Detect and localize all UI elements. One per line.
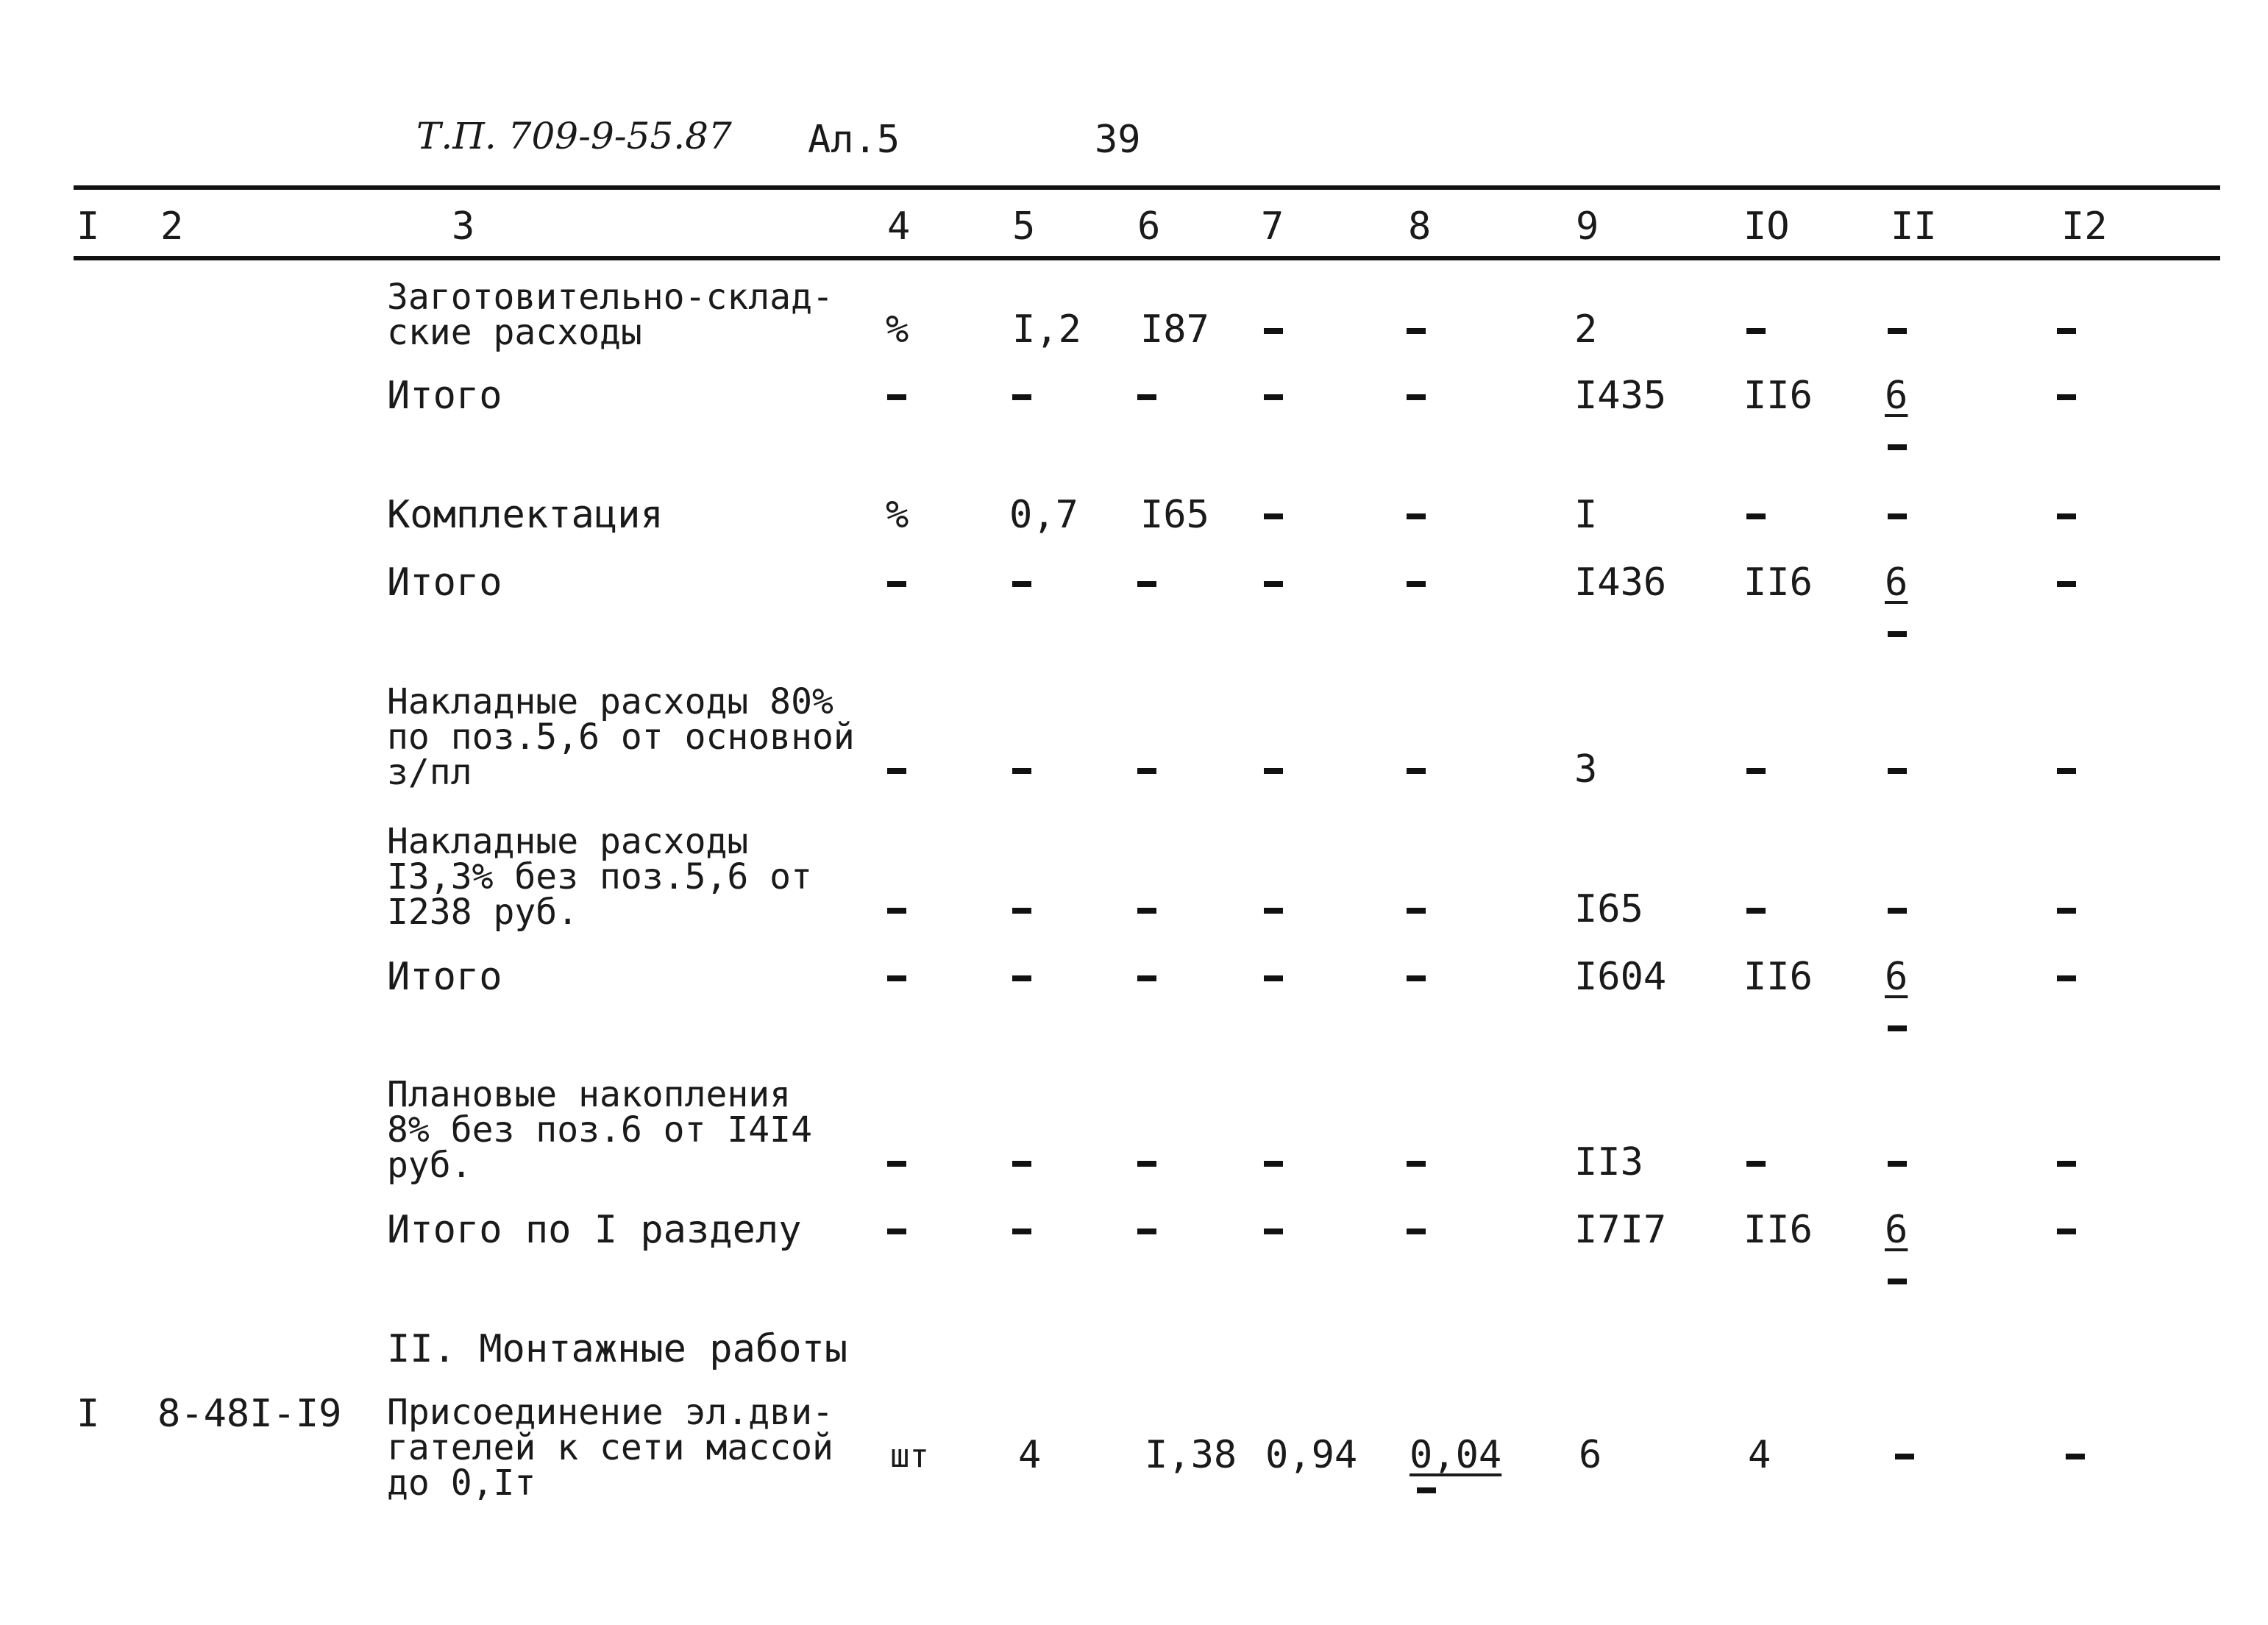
empty-dash	[1407, 581, 1426, 587]
document-code: Т.П. 709-9-55.87	[416, 115, 732, 157]
empty-dash	[2057, 908, 2076, 914]
col-header-9: 9	[1576, 205, 1599, 249]
section-title: II. Монтажные работы	[387, 1327, 848, 1371]
empty-dash	[2057, 513, 2076, 519]
row-description: Накладные расходы 80% по поз.5,6 от основной з/пл	[387, 681, 855, 793]
empty-dash	[1407, 908, 1426, 914]
empty-dash	[1417, 1487, 1436, 1493]
empty-dash	[1746, 1161, 1766, 1167]
row-col8: 0,04	[1409, 1433, 1502, 1477]
row-col6: I,38	[1145, 1433, 1237, 1477]
row-description: Комплектация	[387, 493, 664, 537]
empty-dash	[1012, 975, 1031, 981]
col-header-6: 6	[1137, 205, 1161, 249]
row-col5: 0,7	[1009, 493, 1078, 537]
empty-dash	[1264, 328, 1283, 334]
empty-dash	[1746, 908, 1766, 914]
page-number: 39	[1095, 118, 1141, 162]
empty-dash	[1888, 768, 1907, 774]
row-col9: 6	[1579, 1433, 1602, 1477]
row-col11: 6	[1885, 1208, 1908, 1252]
empty-dash	[1137, 768, 1156, 774]
col-header-8: 8	[1408, 205, 1432, 249]
empty-dash	[887, 1161, 906, 1167]
item-number: I	[77, 1392, 100, 1436]
row-description: Плановые накопления 8% без поз.6 от I4I4 руб.	[387, 1074, 812, 1186]
empty-dash	[1888, 328, 1907, 334]
empty-dash	[1888, 1161, 1907, 1167]
row-col5: 4	[1018, 1433, 1042, 1477]
empty-dash	[1407, 1228, 1426, 1234]
empty-dash	[1746, 513, 1766, 519]
row-description: Присоединение эл.дви- гателей к сети массой до 0,Iт	[387, 1392, 833, 1504]
col-header-1: I	[77, 205, 100, 249]
empty-dash	[1407, 1161, 1426, 1167]
empty-dash	[1264, 1228, 1283, 1234]
empty-dash	[1407, 328, 1426, 334]
row-col10: II6	[1743, 561, 1813, 605]
empty-dash	[1888, 513, 1907, 519]
empty-dash	[1888, 1279, 1907, 1284]
table-top-rule	[74, 185, 2220, 190]
row-col9: 3	[1574, 747, 1598, 792]
empty-dash	[1895, 1454, 1914, 1459]
col-header-5: 5	[1012, 205, 1036, 249]
empty-dash	[1137, 1228, 1156, 1234]
row-col9: I604	[1574, 955, 1667, 999]
album-number: Ал.5	[808, 118, 900, 162]
row-description: Заготовительно-склад- ские расходы	[387, 277, 833, 353]
empty-dash	[1264, 581, 1283, 587]
row-col10: II6	[1743, 374, 1813, 418]
row-col9: I436	[1574, 561, 1667, 605]
row-col11: 6	[1885, 374, 1908, 418]
row-col11: 6	[1885, 561, 1908, 605]
empty-dash	[2057, 768, 2076, 774]
table-header-rule	[74, 256, 2220, 260]
row-col9: I65	[1574, 887, 1643, 931]
empty-dash	[2057, 1228, 2076, 1234]
row-unit: %	[886, 307, 909, 352]
empty-dash	[887, 908, 906, 914]
empty-dash	[1137, 394, 1156, 400]
empty-dash	[887, 1228, 906, 1234]
row-unit: %	[886, 493, 909, 537]
col-header-12: I2	[2061, 205, 2108, 249]
empty-dash	[1264, 768, 1283, 774]
empty-dash	[1888, 1025, 1907, 1031]
item-code: 8-48I-I9	[157, 1392, 342, 1436]
row-description: Накладные расходы I3,3% без поз.5,6 от I238 руб.	[387, 821, 812, 933]
row-description: Итого по I разделу	[387, 1208, 802, 1252]
empty-dash	[1137, 908, 1156, 914]
empty-dash	[2057, 1161, 2076, 1167]
col-header-3: 3	[452, 205, 475, 249]
empty-dash	[1012, 768, 1031, 774]
empty-dash	[1137, 1161, 1156, 1167]
row-col7: 0,94	[1265, 1433, 1358, 1477]
empty-dash	[887, 768, 906, 774]
empty-dash	[1012, 581, 1031, 587]
row-col9: I	[1574, 493, 1598, 537]
empty-dash	[1012, 908, 1031, 914]
empty-dash	[1264, 908, 1283, 914]
empty-dash	[1264, 513, 1283, 519]
row-description: Итого	[387, 374, 502, 418]
empty-dash	[1264, 975, 1283, 981]
col-header-7: 7	[1261, 205, 1284, 249]
row-description: Итого	[387, 561, 502, 605]
row-col9: I435	[1574, 374, 1667, 418]
row-col6: I87	[1140, 307, 1209, 352]
empty-dash	[1264, 1161, 1283, 1167]
empty-dash	[1137, 581, 1156, 587]
row-col9: 2	[1574, 307, 1598, 352]
empty-dash	[1746, 328, 1766, 334]
empty-dash	[1888, 631, 1907, 637]
empty-dash	[1888, 444, 1907, 450]
empty-dash	[1407, 768, 1426, 774]
empty-dash	[1264, 394, 1283, 400]
empty-dash	[2057, 328, 2076, 334]
empty-dash	[1407, 394, 1426, 400]
empty-dash	[1888, 908, 1907, 914]
col-header-2: 2	[160, 205, 184, 249]
row-col6: I65	[1140, 493, 1209, 537]
col-header-4: 4	[887, 205, 911, 249]
empty-dash	[887, 581, 906, 587]
empty-dash	[2057, 394, 2076, 400]
empty-dash	[1012, 1228, 1031, 1234]
empty-dash	[1407, 513, 1426, 519]
row-col5: I,2	[1012, 307, 1081, 352]
row-unit: шт	[890, 1437, 929, 1475]
empty-dash	[887, 394, 906, 400]
row-col9: I7I7	[1574, 1208, 1667, 1252]
empty-dash	[2066, 1454, 2085, 1459]
empty-dash	[1746, 768, 1766, 774]
col-header-10: IO	[1743, 205, 1790, 249]
row-col10: II6	[1743, 1208, 1813, 1252]
row-col11: 6	[1885, 955, 1908, 999]
row-description: Итого	[387, 955, 502, 999]
empty-dash	[2057, 975, 2076, 981]
col-header-11: II	[1891, 205, 1937, 249]
empty-dash	[2057, 581, 2076, 587]
row-col10: 4	[1748, 1433, 1771, 1477]
empty-dash	[1407, 975, 1426, 981]
empty-dash	[887, 975, 906, 981]
empty-dash	[1012, 1161, 1031, 1167]
row-col10: II6	[1743, 955, 1813, 999]
empty-dash	[1137, 975, 1156, 981]
empty-dash	[1012, 394, 1031, 400]
row-col9: II3	[1574, 1140, 1643, 1184]
